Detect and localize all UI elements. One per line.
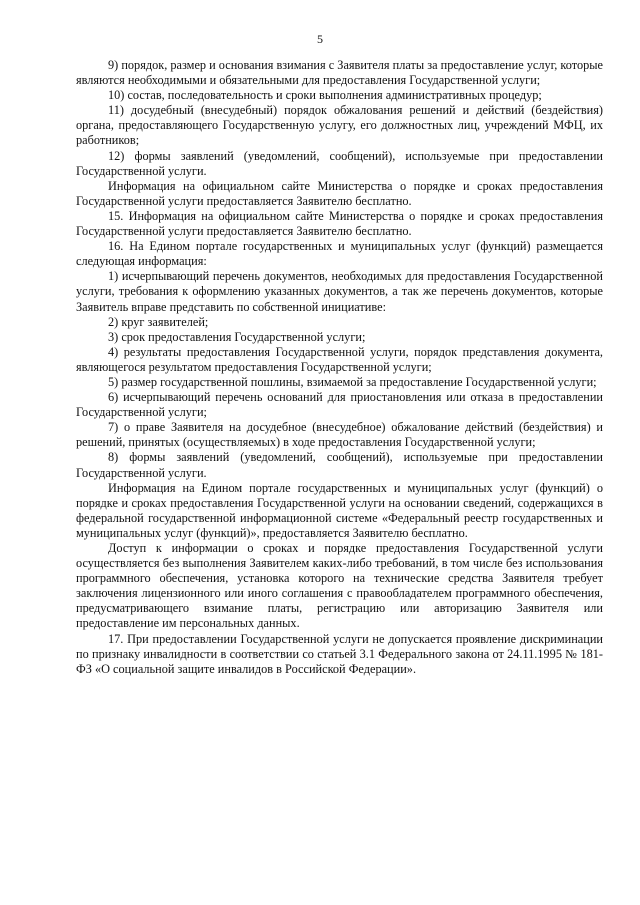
paragraph-item-11-appeal: 11) досудебный (внесудебный) порядок обжалования решений и действий (бездействия) органа, предоставляющего Государственную услугу, его должностных лиц, учреждений МФЦ, их работников; bbox=[76, 103, 603, 148]
paragraph-section-15: 15. Информация на официальном сайте Министерства о порядке и сроках предоставления Государственной услуги предоставляется Заявителю бесплатно. bbox=[76, 208, 603, 239]
paragraph-list-item-8: 8) формы заявлений (уведомлений, сообщений), используемые при предоставлении Государственной услуги. bbox=[76, 450, 603, 480]
paragraph-list-item-6: 6) исчерпывающий перечень оснований для приостановления или отказа в предоставлении Государственной услуги; bbox=[76, 390, 603, 420]
paragraph-access-conditions: Доступ к информации о сроках и порядке предоставления Государственной услуги осуществляется без выполнения Заявителем каких-либо требований, в том числе без использования программного обеспечения, установка которого на технические средства Заявителя требует заключения лицензионного или иного соглашения с правообладателем программного обеспечения, предусматривающего взимание платы, регистрацию или авторизацию Заявителя или предоставление им персональных данных. bbox=[76, 541, 603, 631]
paragraph-list-item-5: 5) размер государственной пошлины, взимаемой за предоставление Государственной услуги; bbox=[108, 374, 597, 389]
paragraph-item-10-procedures: 10) состав, последовательность и сроки выполнения административных процедур; bbox=[108, 88, 542, 103]
paragraph-section-16: 16. На Едином портале государственных и муниципальных услуг (функций) размещается следующая информация: bbox=[76, 239, 603, 269]
paragraph-list-item-1: 1) исчерпывающий перечень документов, необходимых для предоставления Государственной услуги, требования к оформлению указанных документов, а так же перечень документов, которые Заявитель вправе представить по собственной инициативе: bbox=[76, 269, 603, 314]
paragraph-list-item-2: 2) круг заявителей; bbox=[108, 314, 209, 329]
paragraph-list-item-4: 4) результаты предоставления Государственной услуги, порядок представления документа, являющегося результатом предоставления Государственной услуги; bbox=[76, 344, 603, 374]
paragraph-section-17: 17. При предоставлении Государственной услуги не допускается проявление дискриминации по признаку инвалидности в соответствии со статьей 3.1 Федерального закона от 24.11.1995 № 181-ФЗ «О социальной защите инвалидов в Российской Федерации». bbox=[76, 631, 603, 676]
paragraph-portal-info-free: Информация на Едином портале государственных и муниципальных услуг (функций) о порядке и сроках предоставления Государственной услуги на основании сведений, содержащихся в федеральной государственной информационной системе «Федеральный реестр государственных и муниципальных услуг (функций)», предоставляется Заявителю бесплатно. bbox=[76, 480, 603, 540]
paragraph-item-9-fees: 9) порядок, размер и основания взимания с Заявителя платы за предоставление услуг, которые являются необходимыми и обязательными для предоставления Государственной услуги; bbox=[76, 58, 603, 88]
paragraph-list-item-7: 7) о праве Заявителя на досудебное (внесудебное) обжалование действий (бездействия) и решений, принятых (осуществляемых) в ходе предоставления Государственной услуги; bbox=[76, 420, 603, 450]
paragraph-item-12-forms: 12) формы заявлений (уведомлений, сообщений), используемые при предоставлении Государственной услуги. bbox=[76, 148, 603, 178]
page-number: 5 bbox=[317, 32, 323, 46]
document-body bbox=[76, 58, 603, 677]
paragraph-site-info-free: Информация на официальном сайте Министерства о порядке и сроках предоставления Государственной услуги предоставляется Заявителю бесплатно. bbox=[76, 178, 603, 208]
paragraph-list-item-3: 3) срок предоставления Государственной услуги; bbox=[108, 329, 366, 344]
